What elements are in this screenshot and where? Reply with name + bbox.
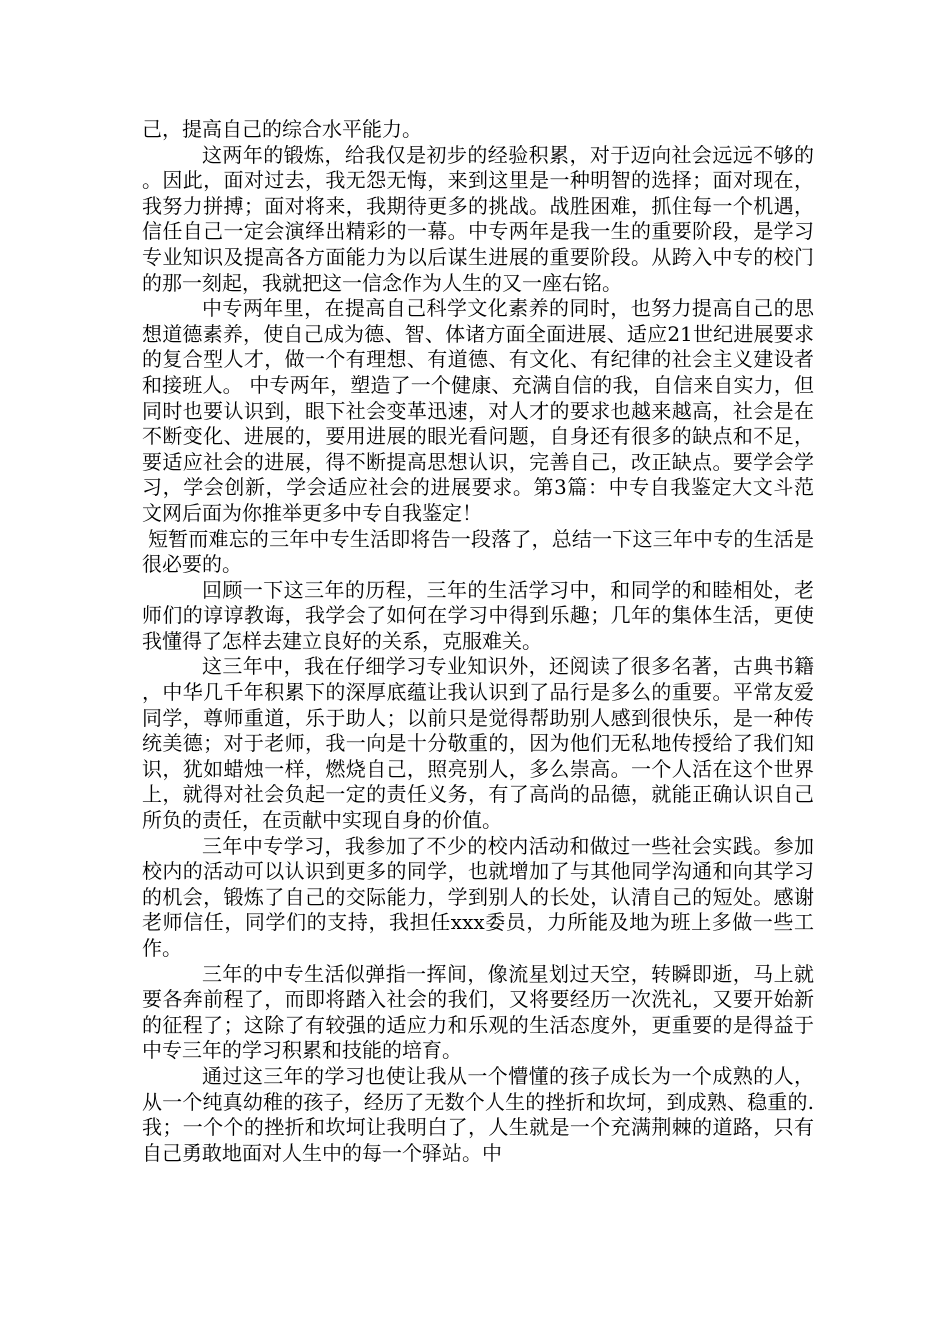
paragraph-2: 这两年的锻炼，给我仅是初步的经验积累，对于迈向社会远远不够的。因此，面对过去，我无怨无悔，来到这里是一种明智的选择；面对现在，我努力拼搏；面对将来，我期待更多的挑战。战胜困难，抓住每一个机遇，信任自己一定会演绎出精彩的一幕。中专两年是我一生的重要阶段，是学习专业知识及提高各方面能力为以后谋生进展的重要阶段。从跨入中专的校门的那一刻起，我就把这一信念作为人生的又一座右铭。 [142,142,814,295]
paragraph-7: 三年中专学习，我参加了不少的校内活动和做过一些社会实践。参加校内的活动可以认识到更多的同学，也就增加了与其他同学沟通和向其学习的机会，锻炼了自己的交际能力，学到别人的长处，认清自己的短处。感谢老师信任，同学们的支持，我担任xxx委员，力所能及地为班上多做一些工作。 [142,833,814,960]
paragraph-9: 通过这三年的学习也使让我从一个懵懂的孩子成长为一个成熟的人，从一个纯真幼稚的孩子，经历了无数个人生的挫折和坎坷，到成熟、稳重的.我；一个个的挫折和坎坷让我明白了，人生就是一个充满荆棘的道路，只有自己勇敢地面对人生中的每一个驿站。中 [142,1063,814,1165]
paragraph-1: 己，提高自己的综合水平能力。 [142,117,422,141]
document-page [142,117,814,1166]
paragraph-5: 回顾一下这三年的历程，三年的生活学习中，和同学的和睦相处，老师们的谆谆教诲，我学会了如何在学习中得到乐趣；几年的集体生活，更使我懂得了怎样去建立良好的关系，克服难关。 [142,577,814,653]
paragraph-4: 短暂而难忘的三年中专生活即将告一段落了，总结一下这三年中专的生活是很必要的。 [142,526,814,577]
paragraph-8: 三年的中专生活似弹指一挥间，像流星划过天空，转瞬即逝，马上就要各奔前程了，而即将踏入社会的我们，又将要经历一次洗礼，又要开始新的征程了；这除了有较强的适应力和乐观的生活态度外，更重要的是得益于中专三年的学习积累和技能的培育。 [142,961,814,1063]
paragraph-6: 这三年中，我在仔细学习专业知识外，还阅读了很多名著，古典书籍，中华几千年积累下的深厚底蕴让我认识到了品行是多么的重要。平常友爱同学，尊师重道，乐于助人；以前只是觉得帮助别人感到很快乐，是一种传统美德；对于老师，我一向是十分敬重的，因为他们无私地传授给了我们知识，犹如蜡烛一样，燃烧自己，照亮别人，多么崇高。一个人活在这个世界上，就得对社会负起一定的责任义务，有了高尚的品德，就能正确认识自己所负的责任，在贡献中实现自身的价值。 [142,654,814,833]
paragraph-3: 中专两年里，在提高自己科学文化素养的同时，也努力提高自己的思想道德素养，使自己成为德、智、体诸方面全面进展、适应21世纪进展要求的复合型人才，做一个有理想、有道德、有文化、有纪律的社会主义建设者和接班人。 中专两年，塑造了一个健康、充满自信的我，自信来自实力，但同时也要认识到，眼下社会变革迅速，对人才的要求也越来越高，社会是在不断变化、进展的，要用进展的眼光看问题，自身还有很多的缺点和不足，要适应社会的进展，得不断提高思想认识，完善自己，改正缺点。要学会学习，学会创新，学会适应社会的进展要求。第3篇：中专自我鉴定大文斗范文网后面为你推举更多中专自我鉴定！ [142,296,814,525]
